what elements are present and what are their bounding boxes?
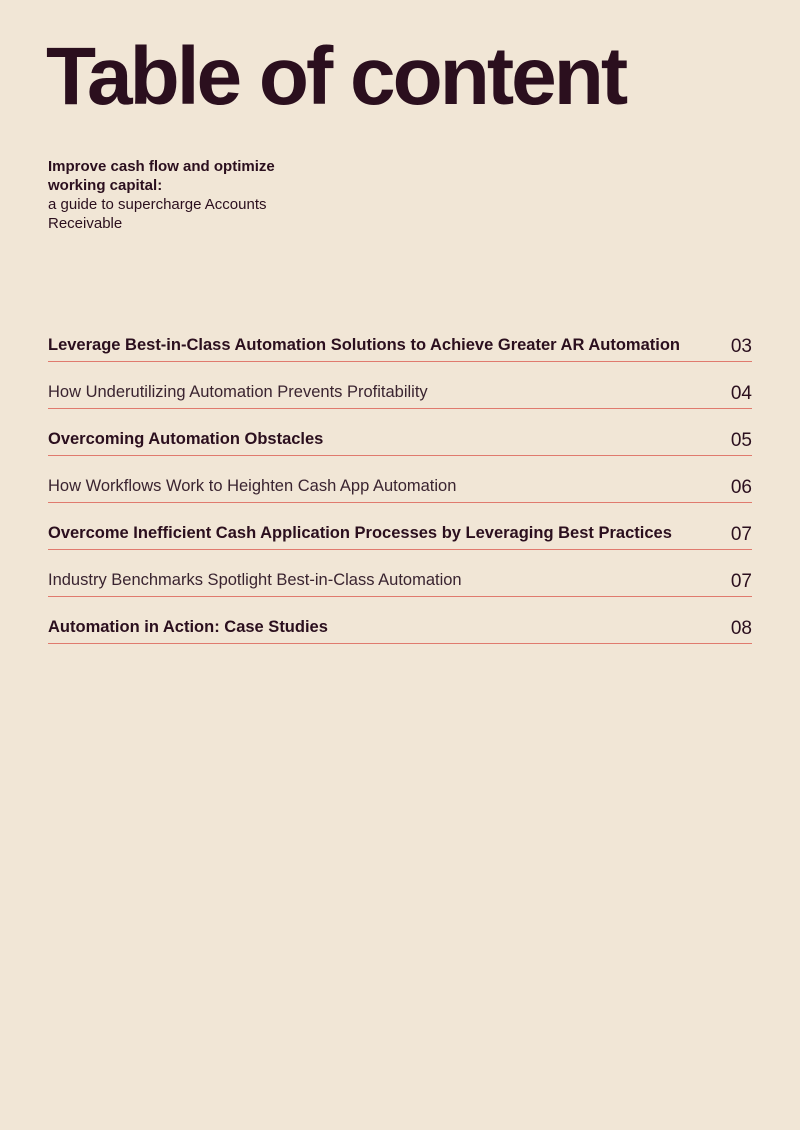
toc-entry-page: 04 <box>730 383 752 404</box>
toc-entry-label: How Workflows Work to Heighten Cash App Automation <box>48 477 457 495</box>
toc-entry-page: 03 <box>730 336 752 357</box>
page-title: Table of content <box>46 31 626 122</box>
toc-entry-label: Leverage Best-in-Class Automation Solutions to Achieve Greater AR Automation <box>48 336 680 354</box>
toc-entry-page: 07 <box>730 571 752 592</box>
toc-entry-7[interactable] <box>48 597 752 644</box>
toc-entry-page: 08 <box>730 618 752 639</box>
toc-entry-label: Automation in Action: Case Studies <box>48 618 328 636</box>
toc-entry-6[interactable] <box>48 550 752 597</box>
toc-entry-label: Overcoming Automation Obstacles <box>48 430 324 448</box>
table-of-contents <box>48 315 752 644</box>
subtitle-bold: Improve cash flow and optimize working capital: <box>48 158 275 194</box>
subtitle <box>48 157 308 233</box>
subtitle-regular: a guide to supercharge Accounts Receivable <box>48 196 267 232</box>
toc-entry-4[interactable] <box>48 456 752 503</box>
toc-entry-label: How Underutilizing Automation Prevents Profitability <box>48 383 428 401</box>
toc-entry-5[interactable] <box>48 503 752 550</box>
toc-entry-page: 06 <box>730 477 752 498</box>
toc-entry-label: Industry Benchmarks Spotlight Best-in-Class Automation <box>48 571 462 589</box>
toc-entry-3[interactable] <box>48 409 752 456</box>
toc-entry-label: Overcome Inefficient Cash Application Processes by Leveraging Best Practices <box>48 524 672 542</box>
toc-entry-page: 07 <box>730 524 752 545</box>
toc-entry-page: 05 <box>730 430 752 451</box>
toc-entry-2[interactable] <box>48 362 752 409</box>
toc-entry-1[interactable] <box>48 315 752 362</box>
